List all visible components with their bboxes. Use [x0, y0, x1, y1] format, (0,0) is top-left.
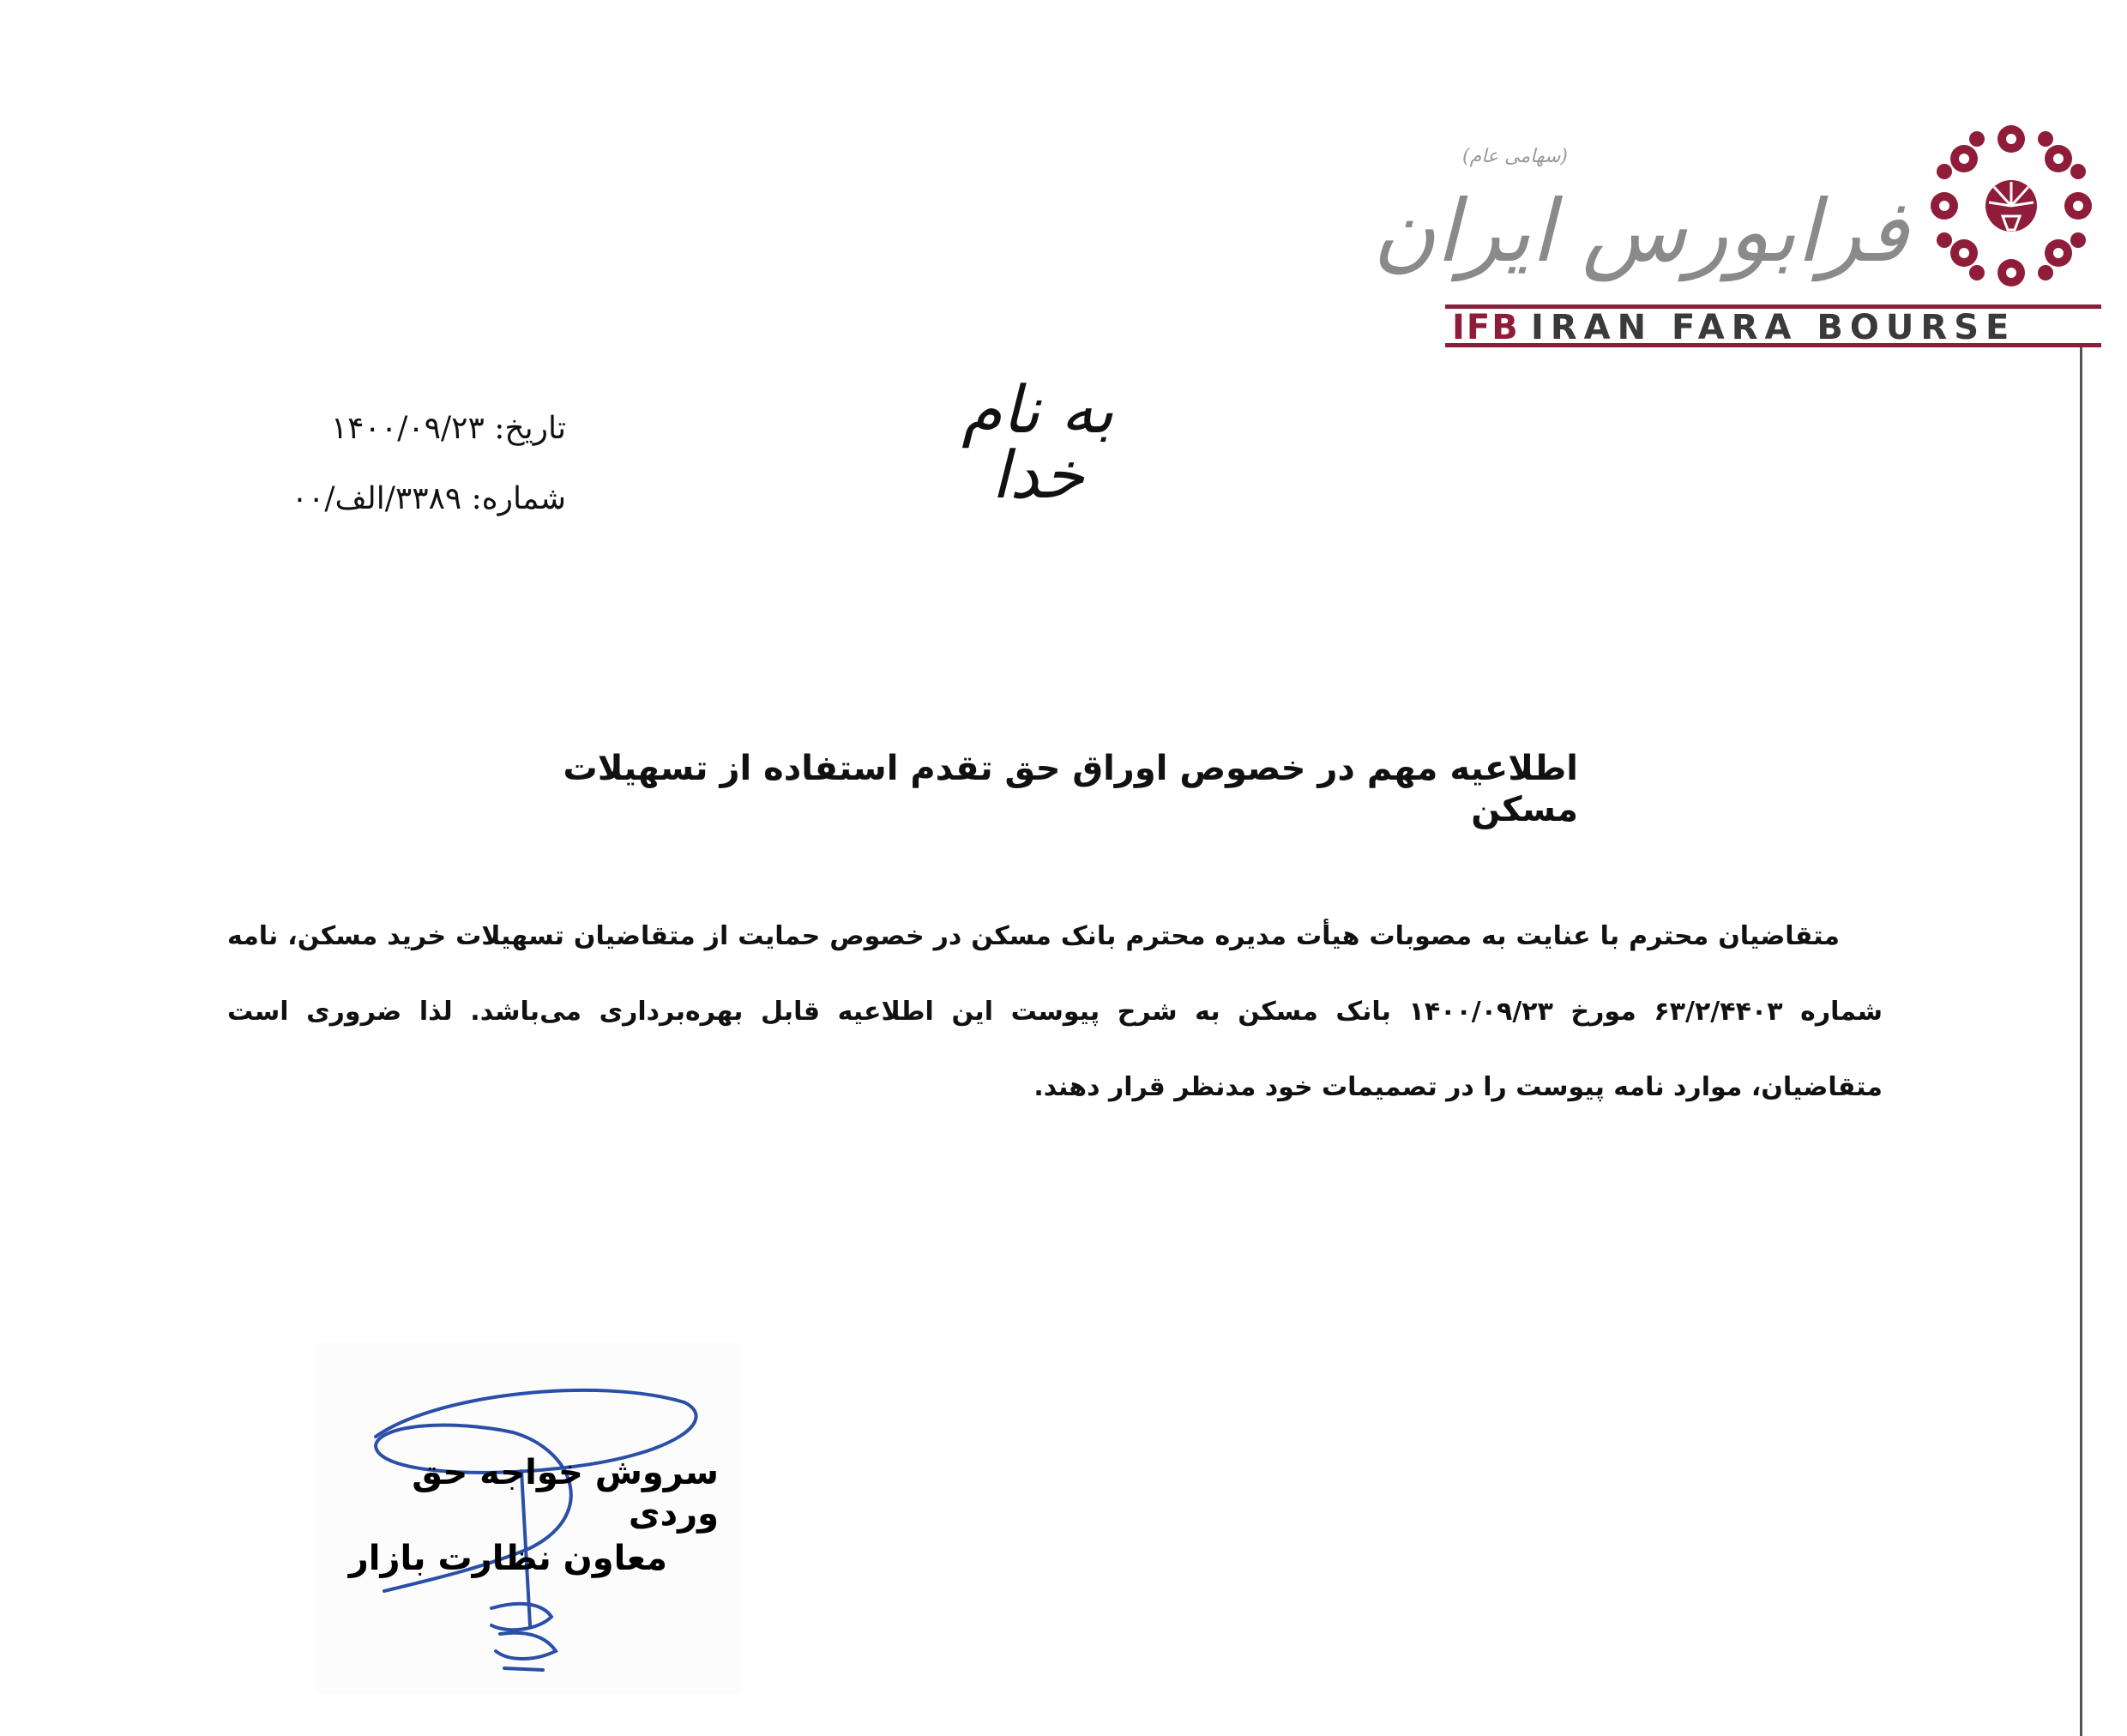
- document-title: اطلاعیه مهم در خصوص اوراق حق تقدم استفاده از تسهیلات مسکن: [563, 749, 1578, 829]
- company-banner: [1445, 304, 2101, 347]
- banner-text: IRAN FARA BOURSE: [1531, 308, 2016, 347]
- company-subtitle: (سهامی عام): [1462, 146, 1569, 167]
- document-body: متقاضیان محترم با عنایت به مصوبات هیأت مدیره محترم بانک مسکن در خصوص حمایت از متقاضیان تسهیلات خرید مسکن، نامه شماره ۶۳/۲/۴۴۰۳ مورخ ۱۴۰۰/۰۹/۲۳ بانک مسکن به شرح پیوست این اطلاعیه قابل بهره‌برداری می‌باشد. لذا ضروری است متقاضیان، موارد نامه پیوست را در تصمیمات خود مدنظر قرار دهند.: [227, 921, 1883, 1102]
- company-logo: [1372, 120, 2101, 352]
- right-margin-rule: [2080, 347, 2082, 1736]
- banner-abbrev: IFB: [1452, 308, 1520, 347]
- letter-number: شماره: ۳۳۸۹/الف/۰۰: [291, 481, 566, 516]
- signatory-position: معاون نظارت بازار: [348, 1539, 667, 1578]
- signature-block: [316, 1342, 741, 1694]
- company-name: فرابورس ایران: [1372, 181, 1908, 281]
- ifb-emblem-icon: [1925, 120, 2097, 292]
- signatory-name: سروش خواجه حق وردی: [412, 1453, 719, 1534]
- company-wordmark: [1372, 120, 1908, 292]
- letter-date: تاریخ: ۱۴۰۰/۰۹/۲۳: [330, 411, 566, 446]
- invocation: به نام خدا: [961, 371, 1114, 513]
